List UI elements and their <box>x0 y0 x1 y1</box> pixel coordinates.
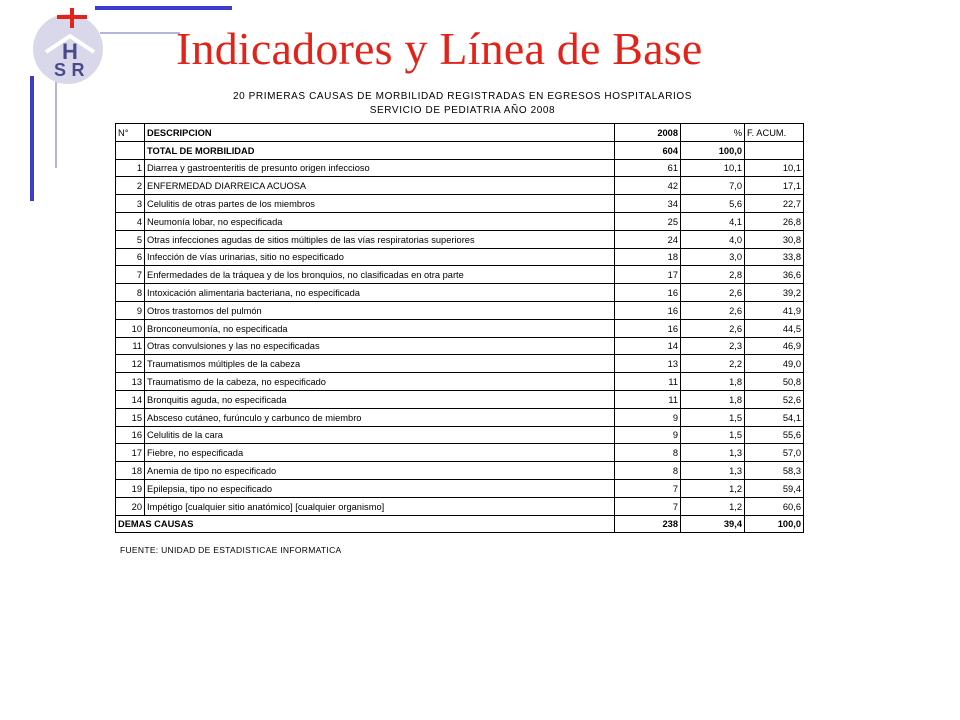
row-number: 19 <box>116 479 145 497</box>
row-description: Enfermedades de la tráquea y de los bronquios, no clasificadas en otra parte <box>145 266 615 284</box>
row-cumulative: 41,9 <box>745 301 804 319</box>
decor-inner-hline <box>100 32 180 34</box>
row-number: 14 <box>116 390 145 408</box>
row-percent: 2,6 <box>681 301 745 319</box>
row-percent: 1,8 <box>681 390 745 408</box>
logo-letter-r: R <box>71 60 85 80</box>
total-number <box>116 141 145 159</box>
row-cumulative: 52,6 <box>745 390 804 408</box>
row-number: 20 <box>116 497 145 515</box>
row-year: 16 <box>615 284 681 302</box>
table-header-row <box>116 124 804 142</box>
table-caption-line1: 20 PRIMERAS CAUSAS DE MORBILIDAD REGISTRADAS EN EGRESOS HOSPITALARIOS <box>232 91 693 102</box>
row-number: 10 <box>116 319 145 337</box>
total-description: TOTAL DE MORBILIDAD <box>145 141 615 159</box>
demas-description: DEMAS CAUSAS <box>116 515 615 533</box>
row-cumulative: 22,7 <box>745 195 804 213</box>
row-year: 7 <box>615 479 681 497</box>
table-row <box>116 337 804 355</box>
total-cumulative <box>745 141 804 159</box>
table-row <box>116 426 804 444</box>
row-cumulative: 30,8 <box>745 230 804 248</box>
row-description: Bronquitis aguda, no especificada <box>145 390 615 408</box>
table-row <box>116 373 804 391</box>
row-cumulative: 44,5 <box>745 319 804 337</box>
decor-inner-vline <box>55 78 57 168</box>
row-cumulative: 55,6 <box>745 426 804 444</box>
logo-letter-h: H <box>62 39 78 64</box>
row-year: 34 <box>615 195 681 213</box>
table-row <box>116 319 804 337</box>
row-year: 42 <box>615 177 681 195</box>
row-year: 16 <box>615 301 681 319</box>
row-percent: 3,0 <box>681 248 745 266</box>
table-caption-line2: SERVICIO DE PEDIATRIA AÑO 2008 <box>369 105 556 116</box>
table-row <box>116 266 804 284</box>
row-year: 8 <box>615 444 681 462</box>
row-cumulative: 46,9 <box>745 337 804 355</box>
row-cumulative: 60,6 <box>745 497 804 515</box>
row-description: Neumonía lobar, no especificada <box>145 212 615 230</box>
row-year: 9 <box>615 426 681 444</box>
row-description: Absceso cutáneo, furúnculo y carbunco de miembro <box>145 408 615 426</box>
table-row <box>116 479 804 497</box>
source-note: FUENTE: UNIDAD DE ESTADISTICAE INFORMATICA <box>120 545 342 555</box>
row-description: Celulitis de otras partes de los miembros <box>145 195 615 213</box>
row-percent: 5,6 <box>681 195 745 213</box>
row-cumulative: 36,6 <box>745 266 804 284</box>
row-number: 16 <box>116 426 145 444</box>
row-year: 7 <box>615 497 681 515</box>
row-year: 17 <box>615 266 681 284</box>
row-number: 11 <box>116 337 145 355</box>
row-year: 11 <box>615 390 681 408</box>
total-year: 604 <box>615 141 681 159</box>
row-cumulative: 33,8 <box>745 248 804 266</box>
row-number: 6 <box>116 248 145 266</box>
row-number: 3 <box>116 195 145 213</box>
row-year: 8 <box>615 462 681 480</box>
row-cumulative: 10,1 <box>745 159 804 177</box>
row-percent: 1,8 <box>681 373 745 391</box>
row-percent: 1,3 <box>681 462 745 480</box>
header-year: 2008 <box>615 124 681 142</box>
row-cumulative: 58,3 <box>745 462 804 480</box>
row-percent: 2,3 <box>681 337 745 355</box>
row-description: Bronconeumonía, no especificada <box>145 319 615 337</box>
row-cumulative: 50,8 <box>745 373 804 391</box>
row-number: 8 <box>116 284 145 302</box>
row-percent: 4,0 <box>681 230 745 248</box>
logo-letters <box>40 30 100 80</box>
row-number: 13 <box>116 373 145 391</box>
row-percent: 10,1 <box>681 159 745 177</box>
row-description: Otras convulsiones y las no especificadas <box>145 337 615 355</box>
row-year: 16 <box>615 319 681 337</box>
total-percent: 100,0 <box>681 141 745 159</box>
morbidity-table <box>115 123 804 533</box>
row-number: 2 <box>116 177 145 195</box>
row-percent: 2,6 <box>681 284 745 302</box>
row-year: 18 <box>615 248 681 266</box>
header-description: DESCRIPCION <box>145 124 615 142</box>
row-percent: 1,5 <box>681 426 745 444</box>
row-year: 61 <box>615 159 681 177</box>
row-number: 5 <box>116 230 145 248</box>
row-description: Celulitis de la cara <box>145 426 615 444</box>
row-percent: 4,1 <box>681 212 745 230</box>
row-description: Impétigo [cualquier sitio anatómico] [cualquier organismo] <box>145 497 615 515</box>
logo-letter-s: S <box>53 60 67 80</box>
row-description: Diarrea y gastroenteritis de presunto origen infeccioso <box>145 159 615 177</box>
table-row <box>116 230 804 248</box>
row-description: Otras infecciones agudas de sitios múltiples de las vías respiratorias superiores <box>145 230 615 248</box>
row-number: 15 <box>116 408 145 426</box>
table-row <box>116 159 804 177</box>
row-description: Infección de vías urinarias, sitio no especificado <box>145 248 615 266</box>
row-percent: 1,3 <box>681 444 745 462</box>
header-number: N° <box>116 124 145 142</box>
row-description: Traumatismo de la cabeza, no especificado <box>145 373 615 391</box>
demas-percent: 39,4 <box>681 515 745 533</box>
table-row <box>116 408 804 426</box>
row-year: 25 <box>615 212 681 230</box>
row-percent: 1,5 <box>681 408 745 426</box>
row-percent: 2,8 <box>681 266 745 284</box>
row-number: 18 <box>116 462 145 480</box>
decor-left-line <box>30 76 34 201</box>
row-year: 9 <box>615 408 681 426</box>
row-description: Traumatismos múltiples de la cabeza <box>145 355 615 373</box>
row-cumulative: 49,0 <box>745 355 804 373</box>
row-number: 12 <box>116 355 145 373</box>
row-percent: 7,0 <box>681 177 745 195</box>
row-description: Epilepsia, tipo no especificado <box>145 479 615 497</box>
red-cross-icon <box>57 8 87 28</box>
table-row <box>116 355 804 373</box>
row-description: Anemia de tipo no especificado <box>145 462 615 480</box>
table-row <box>116 462 804 480</box>
table-row <box>116 497 804 515</box>
total-row <box>116 141 804 159</box>
row-number: 7 <box>116 266 145 284</box>
table-row <box>116 177 804 195</box>
table-row <box>116 248 804 266</box>
row-number: 4 <box>116 212 145 230</box>
row-description: Fiebre, no especificada <box>145 444 615 462</box>
header-cumulative: F. ACUM. <box>745 124 804 142</box>
table-row <box>116 284 804 302</box>
demas-row <box>116 515 804 533</box>
row-percent: 2,2 <box>681 355 745 373</box>
demas-year: 238 <box>615 515 681 533</box>
row-number: 9 <box>116 301 145 319</box>
demas-cumulative: 100,0 <box>745 515 804 533</box>
row-cumulative: 57,0 <box>745 444 804 462</box>
row-cumulative: 39,2 <box>745 284 804 302</box>
row-percent: 1,2 <box>681 497 745 515</box>
row-cumulative: 54,1 <box>745 408 804 426</box>
row-number: 1 <box>116 159 145 177</box>
decor-top-line <box>95 6 232 10</box>
row-percent: 2,6 <box>681 319 745 337</box>
row-description: Intoxicación alimentaria bacteriana, no especificada <box>145 284 615 302</box>
table-row <box>116 195 804 213</box>
table-row <box>116 301 804 319</box>
row-year: 14 <box>615 337 681 355</box>
row-number: 17 <box>116 444 145 462</box>
table-row <box>116 444 804 462</box>
row-year: 11 <box>615 373 681 391</box>
row-description: ENFERMEDAD DIARREICA ACUOSA <box>145 177 615 195</box>
row-year: 24 <box>615 230 681 248</box>
table-row <box>116 212 804 230</box>
row-year: 13 <box>615 355 681 373</box>
header-percent: % <box>681 124 745 142</box>
row-description: Otros trastornos del pulmón <box>145 301 615 319</box>
row-percent: 1,2 <box>681 479 745 497</box>
row-cumulative: 17,1 <box>745 177 804 195</box>
slide-title: Indicadores y Línea de Base <box>176 23 703 74</box>
row-cumulative: 26,8 <box>745 212 804 230</box>
row-cumulative: 59,4 <box>745 479 804 497</box>
table-row <box>116 390 804 408</box>
